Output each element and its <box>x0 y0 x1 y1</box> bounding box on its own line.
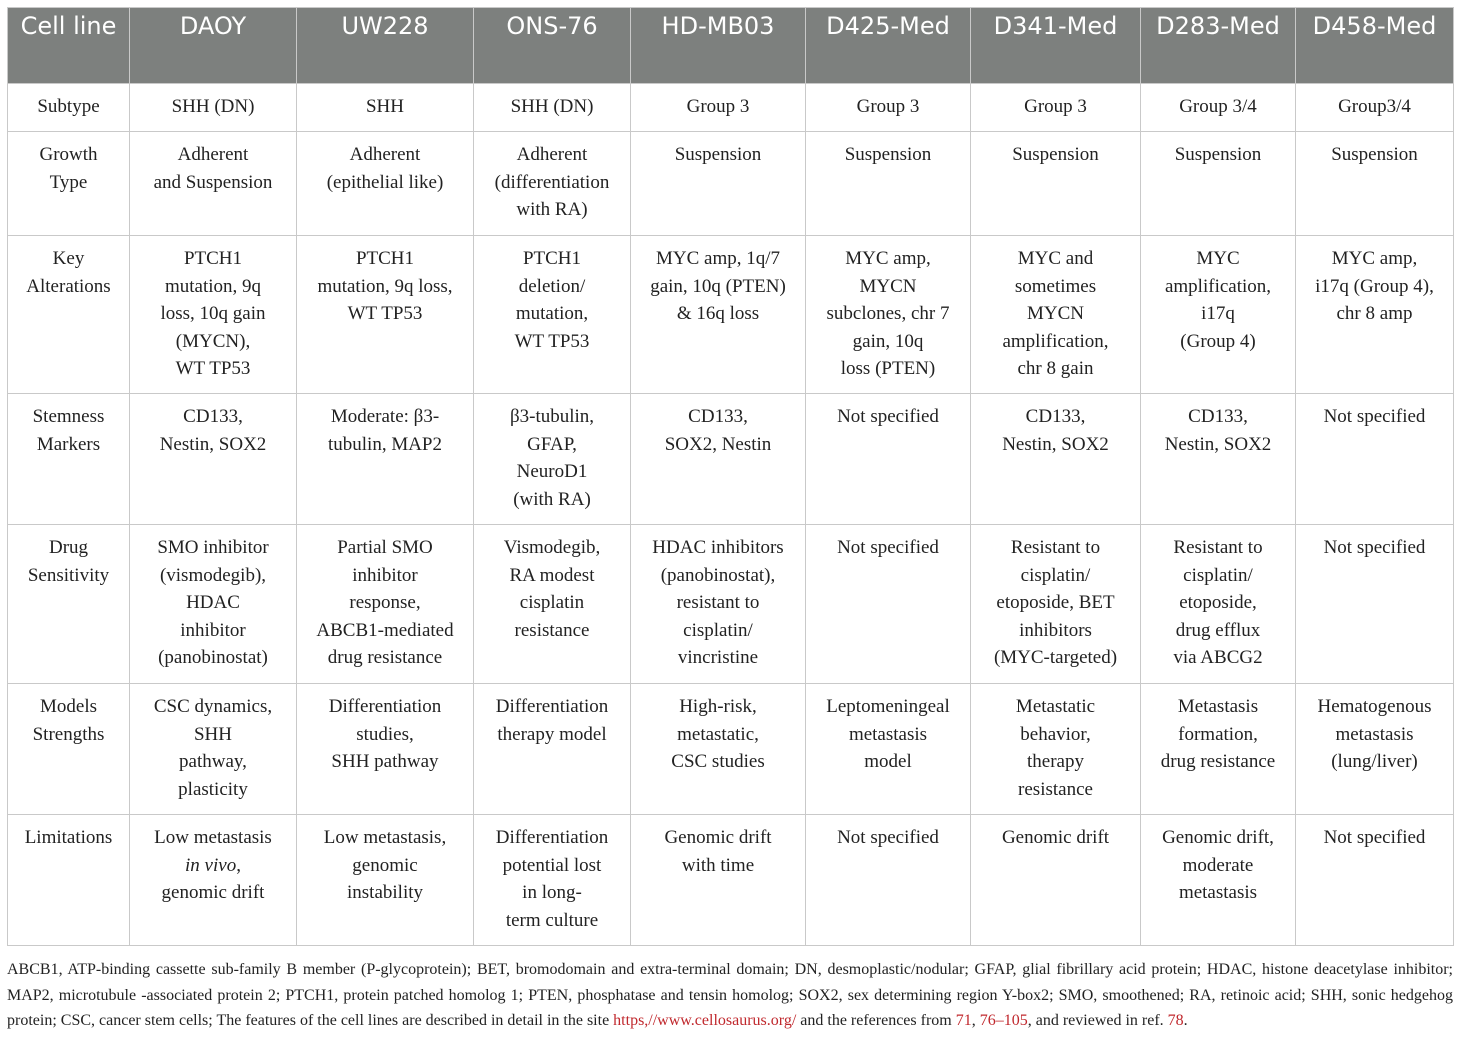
table-cell: Not specified <box>1296 525 1454 684</box>
row-label: Key Alterations <box>8 236 130 394</box>
table-cell: Differentiation studies, SHH pathway <box>297 684 474 815</box>
table-cell: Genomic drift with time <box>631 815 806 946</box>
table-cell: CD133, Nestin, SOX2 <box>130 394 297 525</box>
table-cell: MYC amplification, i17q (Group 4) <box>1141 236 1296 394</box>
table-cell: MYC amp, 1q/7 gain, 10q (PTEN) & 16q loss <box>631 236 806 394</box>
table-cell: Group 3/4 <box>1141 84 1296 132</box>
footnote-sep: , <box>971 1012 980 1029</box>
table-cell: Adherent (epithelial like) <box>297 132 474 236</box>
table-cell: Not specified <box>806 394 971 525</box>
table-cell: SMO inhibitor (vismodegib), HDAC inhibitor (panobinostat) <box>130 525 297 684</box>
table-cell: Resistant to cisplatin/ etoposide, drug efflux via ABCG2 <box>1141 525 1296 684</box>
table-cell: Group 3 <box>806 84 971 132</box>
ref-link-76-105[interactable]: 76–105 <box>979 1012 1028 1029</box>
table-body <box>8 84 1454 946</box>
table-cell: Partial SMO inhibitor response, ABCB1-mediated drug resistance <box>297 525 474 684</box>
table-cell: Vismodegib, RA modest cisplatin resistance <box>474 525 631 684</box>
table-cell: MYC amp, MYCN subclones, chr 7 gain, 10q loss (PTEN) <box>806 236 971 394</box>
row-label: Drug Sensitivity <box>8 525 130 684</box>
row-limitations <box>8 815 1454 946</box>
table-cell: PTCH1 mutation, 9q loss, WT TP53 <box>297 236 474 394</box>
table-cell: Hematogenous metastasis (lung/liver) <box>1296 684 1454 815</box>
header-cell: D341-Med <box>971 8 1141 84</box>
header-cell: D458-Med <box>1296 8 1454 84</box>
table-cell: Adherent (differentiation with RA) <box>474 132 631 236</box>
table-cell: Low metastasis in vivo, genomic drift <box>130 815 297 946</box>
row-stemness-markers <box>8 394 1454 525</box>
table-cell: Genomic drift, moderate metastasis <box>1141 815 1296 946</box>
header-cell: ONS-76 <box>474 8 631 84</box>
row-growth-type <box>8 132 1454 236</box>
table-cell: Not specified <box>1296 394 1454 525</box>
table-cell: Suspension <box>1296 132 1454 236</box>
footnote-end: , and reviewed in ref. <box>1027 1012 1168 1029</box>
table-cell: Not specified <box>806 815 971 946</box>
table-cell: Suspension <box>631 132 806 236</box>
header-cell: UW228 <box>297 8 474 84</box>
table-cell: MYC amp, i17q (Group 4), chr 8 amp <box>1296 236 1454 394</box>
cellosaurus-link[interactable]: https,//www.cellosaurus.org/ <box>613 1012 797 1029</box>
table-cell: HDAC inhibitors (panobinostat), resistant to cisplatin/ vincristine <box>631 525 806 684</box>
table-cell: Suspension <box>806 132 971 236</box>
header-cell: D425-Med <box>806 8 971 84</box>
table-cell: Differentiation therapy model <box>474 684 631 815</box>
row-key-alterations <box>8 236 1454 394</box>
row-label: Models Strengths <box>8 684 130 815</box>
ref-link-78[interactable]: 78 <box>1167 1012 1184 1029</box>
footnote-text: ABCB1, ATP-binding cassette sub-family B member (P-glycoprotein); BET, bromodomain and extra-terminal domain; DN, desmoplastic/nodular; GFAP, glial fibrillary acid protein; HDAC, histone deacetylase inhibitor; MAP2, microtubule -associated protein 2; PTCH1, protein patched homolog 1; PTEN, phosphatase and tensin homolog; SOX2, sex determining region Y-box2; SMO, smoothened; RA, retinoic acid; SHH, sonic hedgehog protein; CSC, cancer stem cells; The features of the cell lines are described in detail in the site <box>7 961 1453 1029</box>
header-cell: DAOY <box>130 8 297 84</box>
table-cell: Suspension <box>971 132 1141 236</box>
table-cell: Genomic drift <box>971 815 1141 946</box>
table-cell: Suspension <box>1141 132 1296 236</box>
table-cell: High-risk, metastatic, CSC studies <box>631 684 806 815</box>
table-cell: Low metastasis, genomic instability <box>297 815 474 946</box>
table-cell: CD133, Nestin, SOX2 <box>1141 394 1296 525</box>
table-cell: Adherent and Suspension <box>130 132 297 236</box>
italic-text: in vivo <box>185 854 237 876</box>
row-label: Stemness Markers <box>8 394 130 525</box>
table-cell: Leptomeningeal metastasis model <box>806 684 971 815</box>
row-drug-sensitivity <box>8 525 1454 684</box>
footnote-tail: . <box>1183 1012 1188 1029</box>
table-cell: Group3/4 <box>1296 84 1454 132</box>
header-cell: Cell line <box>8 8 130 84</box>
header-cell: D283-Med <box>1141 8 1296 84</box>
cell-lines-table <box>7 7 1454 946</box>
table-cell: SHH (DN) <box>474 84 631 132</box>
table-cell: CSC dynamics, SHH pathway, plasticity <box>130 684 297 815</box>
table-cell: Metastatic behavior, therapy resistance <box>971 684 1141 815</box>
table-cell: MYC and sometimes MYCN amplification, chr 8 gain <box>971 236 1141 394</box>
row-label: Limitations <box>8 815 130 946</box>
row-label: Growth Type <box>8 132 130 236</box>
table-cell: Moderate: β3- tubulin, MAP2 <box>297 394 474 525</box>
table-cell: CD133, SOX2, Nestin <box>631 394 806 525</box>
table-cell: Metastasis formation, drug resistance <box>1141 684 1296 815</box>
table-cell: Resistant to cisplatin/ etoposide, BET inhibitors (MYC-targeted) <box>971 525 1141 684</box>
table-cell: Group 3 <box>631 84 806 132</box>
table-cell: β3-tubulin, GFAP, NeuroD1 (with RA) <box>474 394 631 525</box>
table-cell: Not specified <box>806 525 971 684</box>
table-cell: Differentiation potential lost in long- term culture <box>474 815 631 946</box>
table-cell: SHH <box>297 84 474 132</box>
footnote-mid: and the references from <box>796 1012 956 1029</box>
row-models-strengths <box>8 684 1454 815</box>
table-footnote <box>7 957 1453 1034</box>
row-subtype <box>8 84 1454 132</box>
row-label: Subtype <box>8 84 130 132</box>
table-cell: CD133, Nestin, SOX2 <box>971 394 1141 525</box>
table-cell: Not specified <box>1296 815 1454 946</box>
table-container <box>7 7 1453 946</box>
table-cell: Group 3 <box>971 84 1141 132</box>
table-cell: PTCH1 mutation, 9q loss, 10q gain (MYCN), WT TP53 <box>130 236 297 394</box>
table-cell: SHH (DN) <box>130 84 297 132</box>
header-row <box>8 8 1454 84</box>
table-cell: PTCH1 deletion/ mutation, WT TP53 <box>474 236 631 394</box>
header-cell: HD-MB03 <box>631 8 806 84</box>
ref-link-71[interactable]: 71 <box>955 1012 972 1029</box>
